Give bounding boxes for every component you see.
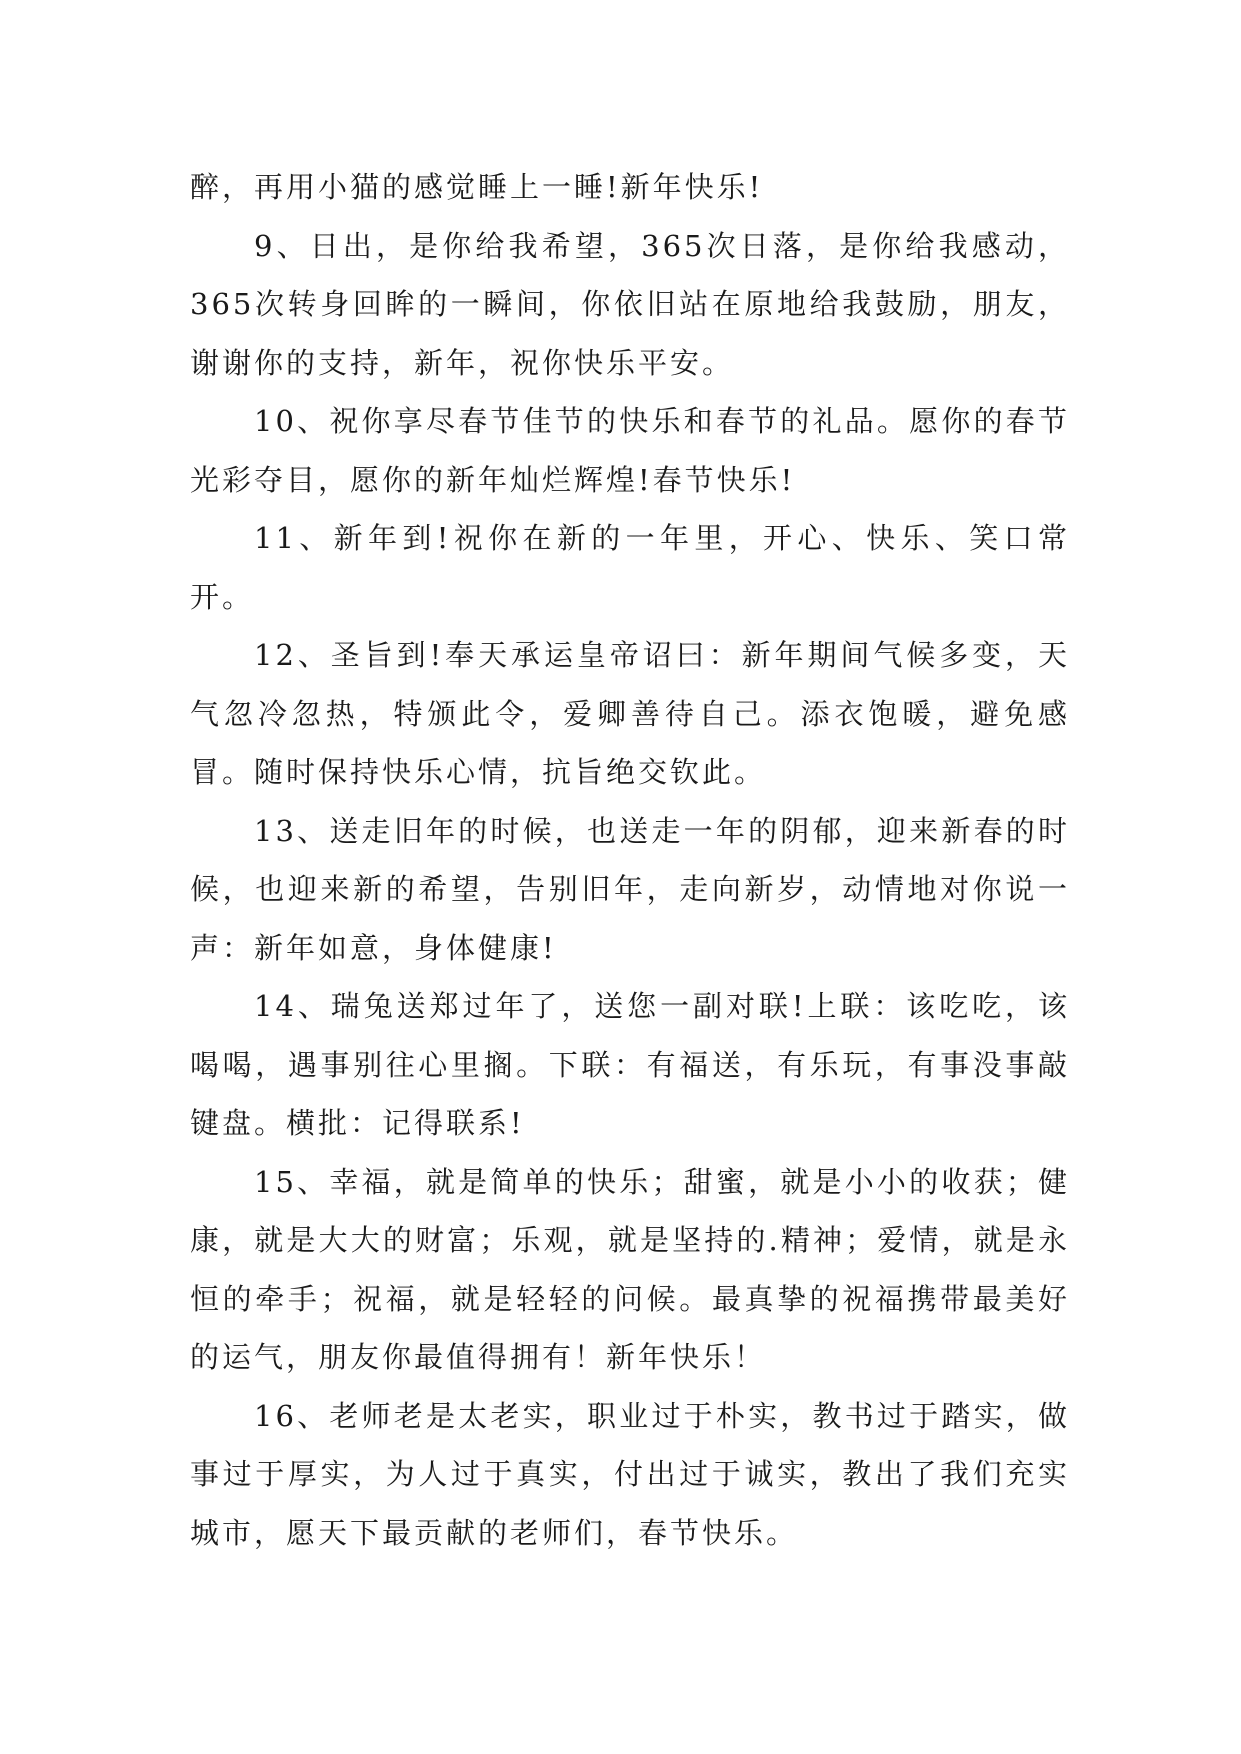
paragraph-11: 11、新年到!祝你在新的一年里，开心、快乐、笑口常开。 bbox=[190, 521, 1070, 614]
paragraph-13: 13、送走旧年的时候，也送走一年的阴郁，迎来新春的时候，也迎来新的希望，告别旧年，走向新岁，动情地对你说一声：新年如意，身体健康! bbox=[190, 813, 1070, 965]
paragraph-16: 16、老师老是太老实，职业过于朴实，教书过于踏实，做事过于厚实，为人过于真实，付出过于诚实，教出了我们充实城市，愿天下最贡献的老师们，春节快乐。 bbox=[190, 1398, 1070, 1550]
paragraph-continued: 醉，再用小猫的感觉睡上一睡!新年快乐! bbox=[190, 170, 764, 204]
paragraph-9: 9、日出，是你给我希望，365次日落，是你给我感动，365次转身回眸的一瞬间，你依旧站在原地给我鼓励，朋友，谢谢你的支持，新年，祝你快乐平安。 bbox=[190, 228, 1070, 380]
paragraph-10: 10、祝你享尽春节佳节的快乐和春节的礼品。愿你的春节光彩夺目，愿你的新年灿烂辉煌!春节快乐! bbox=[190, 404, 1070, 497]
paragraph-15: 15、幸福，就是简单的快乐；甜蜜，就是小小的收获；健康，就是大大的财富；乐观，就是坚持的.精神；爱情，就是永恒的牵手；祝福，就是轻轻的问候。最真挚的祝福携带最美好的运气，朋友你最值得拥有！新年快乐！ bbox=[190, 1164, 1070, 1374]
document-body bbox=[190, 158, 1070, 1562]
paragraph-12: 12、圣旨到!奉天承运皇帝诏曰：新年期间气候多变，天气忽冷忽热，特颁此令，爱卿善待自己。添衣饱暖，避免感冒。随时保持快乐心情，抗旨绝交钦此。 bbox=[190, 638, 1070, 789]
paragraph-14: 14、瑞兔送郑过年了，送您一副对联!上联：该吃吃，该喝喝，遇事别往心里搁。下联：有福送，有乐玩，有事没事敲键盘。横批：记得联系! bbox=[190, 989, 1070, 1140]
